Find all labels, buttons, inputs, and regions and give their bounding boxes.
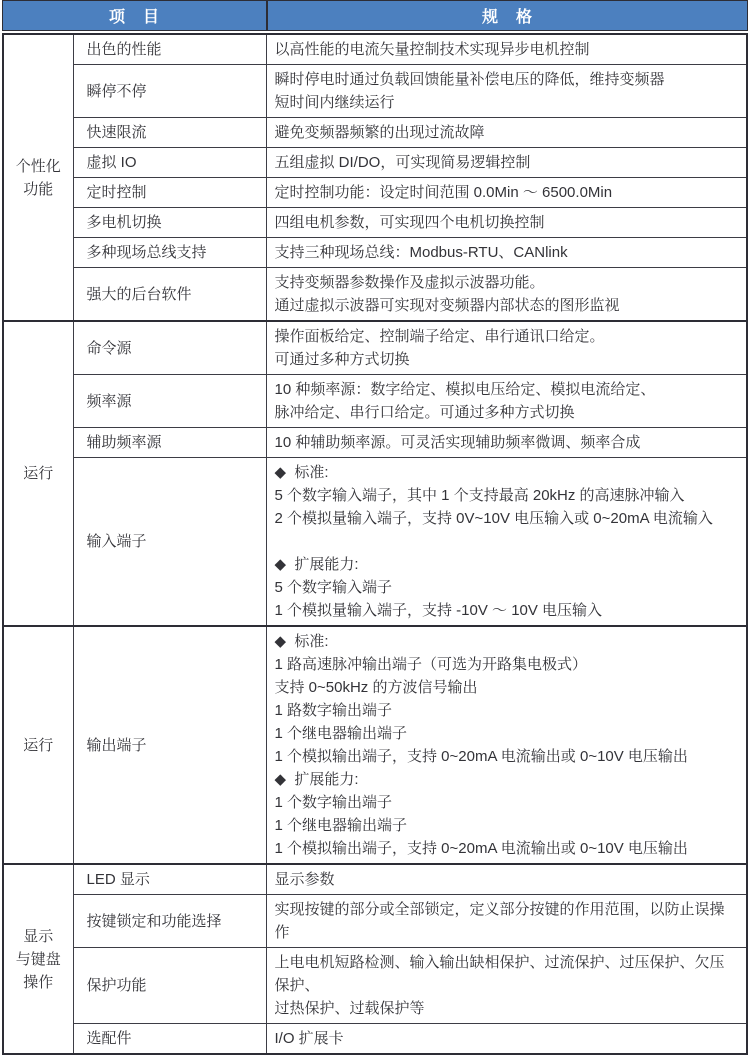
item-cell: 强大的后台软件 xyxy=(73,268,266,322)
spec-line: 1 个数字输出端子 xyxy=(274,794,393,811)
spec-line: ◆ 标准: xyxy=(274,633,329,650)
spec-line: 操作面板给定、控制端子给定、串行通讯口给定。 xyxy=(274,328,605,345)
spec-line: 定时控制功能：设定时间范围 0.0Min ～ 6500.0Min xyxy=(274,184,613,201)
item-cell: 多种现场总线支持 xyxy=(73,238,266,268)
table-row xyxy=(3,34,747,65)
spec-line: ◆ 标准: xyxy=(274,464,329,481)
table-row xyxy=(3,458,747,627)
spec-line: 瞬时停电时通过负载回馈能量补偿电压的降低，维持变频器 xyxy=(274,71,665,88)
spec-cell xyxy=(266,321,747,375)
spec-cell xyxy=(266,375,747,428)
spec-line: I/O 扩展卡 xyxy=(274,1030,344,1047)
spec-line: 1 路数字输出端子 xyxy=(274,702,393,719)
item-cell: 定时控制 xyxy=(73,178,266,208)
spec-line: 过热保护、过载保护等 xyxy=(274,1000,425,1017)
group-label-line: 运行 xyxy=(23,465,54,482)
spec-cell xyxy=(266,458,747,627)
table-row xyxy=(3,65,747,118)
table-row xyxy=(3,268,747,322)
spec-cell xyxy=(266,178,747,208)
table-row xyxy=(3,178,747,208)
spec-cell xyxy=(266,238,747,268)
spec-line: 支持变频器参数操作及虚拟示波器功能。 xyxy=(274,274,545,291)
group-label-line: 运行 xyxy=(23,736,54,754)
spec-cell xyxy=(266,948,747,1024)
spec-cell xyxy=(266,428,747,458)
group-label-line: 显示 xyxy=(23,927,54,945)
spec-line: 以高性能的电流矢量控制技术实现异步电机控制 xyxy=(274,41,590,58)
item-cell: 多电机切换 xyxy=(73,208,266,238)
table-row xyxy=(3,626,747,864)
item-cell: 选配件 xyxy=(73,1024,266,1055)
item-cell: 输入端子 xyxy=(73,458,266,627)
item-cell: 辅助频率源 xyxy=(73,428,266,458)
spec-line: 五组虚拟 DI/DO，可实现简易逻辑控制 xyxy=(274,154,531,171)
spec-cell xyxy=(266,864,747,895)
spec-line: 支持 0~50kHz 的方波信号输出 xyxy=(274,679,478,696)
spec-line: 短时间内继续运行 xyxy=(274,94,395,111)
spec-cell xyxy=(266,208,747,238)
group-cell xyxy=(3,626,73,864)
group-cell xyxy=(3,34,73,321)
group-label-line: 个性化 xyxy=(15,157,61,175)
spec-line: 显示参数 xyxy=(274,871,335,888)
spec-cell xyxy=(266,34,747,65)
spec-table xyxy=(2,33,748,1055)
spec-line: 作 xyxy=(274,924,290,941)
spec-line: ◆ 扩展能力: xyxy=(274,556,359,573)
spec-line: 可通过多种方式切换 xyxy=(274,351,410,368)
group-cell xyxy=(3,864,73,1054)
spec-line: 通过虚拟示波器可实现对变频器内部状态的图形监视 xyxy=(274,297,620,314)
group-label-line: 功能 xyxy=(23,180,54,198)
group-cell xyxy=(3,321,73,626)
header-cell-item: 项 目 xyxy=(3,1,266,30)
spec-line: 1 个继电器输出端子 xyxy=(274,725,408,742)
spec-line: 2 个模拟量输入端子，支持 0V~10V 电压输入或 0~20mA 电流输入 xyxy=(274,510,713,527)
spec-line: 四组电机参数，可实现四个电机切换控制 xyxy=(274,214,545,231)
item-cell: 保护功能 xyxy=(73,948,266,1024)
table-row xyxy=(3,948,747,1024)
item-cell: 虚拟 IO xyxy=(73,148,266,178)
spec-line: 1 路高速脉冲输出端子（可选为开路集电极式） xyxy=(274,656,588,673)
table-row xyxy=(3,428,747,458)
group-label-line: 与键盘 xyxy=(15,950,61,968)
spec-line: 实现按键的部分或全部锁定，定义部分按键的作用范围，以防止误操 xyxy=(274,901,725,918)
table-row xyxy=(3,321,747,375)
spec-line: 支持三种现场总线：Modbus-RTU、CANlink xyxy=(274,244,568,261)
table-row xyxy=(3,208,747,238)
table-row xyxy=(3,375,747,428)
group-label-line: 操作 xyxy=(23,973,54,991)
header-cell-spec: 规 格 xyxy=(266,1,747,30)
spec-line: 避免变频器频繁的出现过流故障 xyxy=(274,124,485,141)
spec-line: 1 个模拟输出端子，支持 0~20mA 电流输出或 0~10V 电压输出 xyxy=(274,840,688,857)
spec-line: 10 种辅助频率源。可灵活实现辅助频率微调、频率合成 xyxy=(274,434,641,451)
item-cell: 快速限流 xyxy=(73,118,266,148)
spec-line: 1 个模拟量输入端子，支持 -10V ～ 10V 电压输入 xyxy=(274,602,603,619)
spec-cell xyxy=(266,65,747,118)
table-row xyxy=(3,238,747,268)
spec-cell xyxy=(266,626,747,864)
spec-line: 5 个数字输入端子，其中 1 个支持最高 20kHz 的高速脉冲输入 xyxy=(274,487,685,504)
spec-line: 上电电机短路检测、输入输出缺相保护、过流保护、过压保护、欠压保护、 xyxy=(274,954,725,994)
table-row xyxy=(3,1024,747,1055)
table-row xyxy=(3,148,747,178)
table-row xyxy=(3,118,747,148)
item-cell: 命令源 xyxy=(73,321,266,375)
spec-line: 脉冲给定、串行口给定。可通过多种方式切换 xyxy=(274,404,575,421)
item-cell: 瞬停不停 xyxy=(73,65,266,118)
spec-cell xyxy=(266,1024,747,1055)
spec-line: 5 个数字输入端子 xyxy=(274,579,393,596)
spec-line: 10 种频率源：数字给定、模拟电压给定、模拟电流给定、 xyxy=(274,381,656,398)
spec-line: ◆ 扩展能力: xyxy=(274,771,359,788)
spec-cell xyxy=(266,118,747,148)
table-header-row xyxy=(2,0,748,31)
item-cell: 出色的性能 xyxy=(73,34,266,65)
item-cell: LED 显示 xyxy=(73,864,266,895)
spec-line: 1 个继电器输出端子 xyxy=(274,817,408,834)
item-cell: 按键锁定和功能选择 xyxy=(73,895,266,948)
item-cell: 频率源 xyxy=(73,375,266,428)
spec-line xyxy=(275,530,739,553)
table-row xyxy=(3,895,747,948)
table-row xyxy=(3,864,747,895)
spec-cell xyxy=(266,148,747,178)
item-cell: 输出端子 xyxy=(73,626,266,864)
spec-cell xyxy=(266,895,747,948)
spec-cell xyxy=(266,268,747,322)
spec-line: 1 个模拟输出端子，支持 0~20mA 电流输出或 0~10V 电压输出 xyxy=(274,748,688,765)
